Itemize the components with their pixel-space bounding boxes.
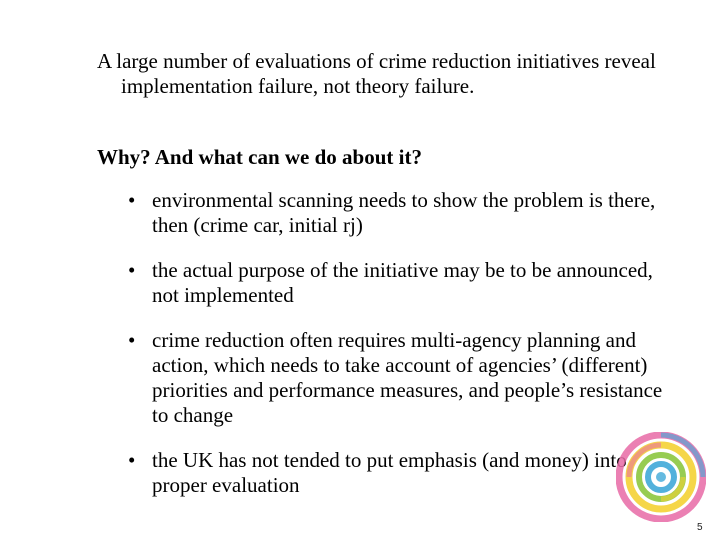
bullet-dot: • xyxy=(128,258,136,282)
bullet-item xyxy=(128,188,668,238)
bullet-text: the UK has not tended to put emphasis (and money) into proper evaluation xyxy=(152,448,627,497)
bullet-text: the actual purpose of the initiative may be to be announced, not implemented xyxy=(152,258,653,307)
intro-text: A large number of evaluations of crime reduction initiatives reveal implementation failure, not theory failure. xyxy=(97,49,656,98)
bullet-dot: • xyxy=(128,188,136,212)
bullet-dot: • xyxy=(128,328,136,352)
bullet-text: environmental scanning needs to show the problem is there, then (crime car, initial rj) xyxy=(152,188,656,237)
bullet-item xyxy=(128,448,668,498)
spiral-logo-icon xyxy=(616,432,706,522)
bullet-list xyxy=(128,188,668,518)
bullet-item xyxy=(128,328,668,428)
bullet-item xyxy=(128,258,668,308)
question-heading: Why? And what can we do about it? xyxy=(97,145,422,169)
page-number: 5 xyxy=(697,522,703,533)
bullet-text: crime reduction often requires multi-agency planning and action, which needs to take account of agencies’ (different) priorities and performance measures, and people’s resistance to change xyxy=(152,328,663,427)
bullet-dot: • xyxy=(128,448,136,472)
